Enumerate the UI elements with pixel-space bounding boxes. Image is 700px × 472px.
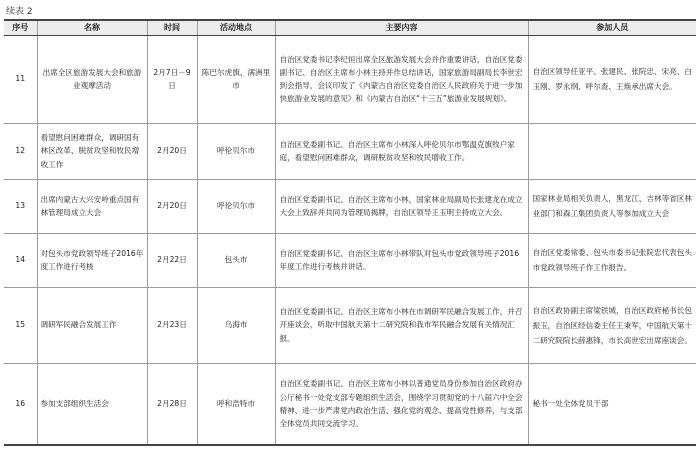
cell-name: 参加支部组织生活会 xyxy=(37,363,147,445)
cell-content: 自治区党委副书记、自治区主席布小林在市调研军民融合发展工作，并召开座谈会，听取中国航天第十二研究院和我市军民融合发展有关情况汇报。 xyxy=(275,287,528,363)
cell-time: 2月20日 xyxy=(147,123,197,179)
cell-place: 乌海市 xyxy=(197,287,275,363)
cell-content: 自治区党委副书记、自治区主席布小林带队对包头市党政领导班子2016年度工作进行考核并讲话。 xyxy=(275,233,528,287)
cell-participants: 国家林业局相关负责人，黑龙江、吉林等省区林业部门和森工集团负责人等参加成立大会 xyxy=(528,179,696,233)
cell-time: 2月7日－9日 xyxy=(147,35,197,123)
table-row xyxy=(4,179,696,233)
cell-no: 12 xyxy=(4,123,37,179)
cell-no: 11 xyxy=(4,35,37,123)
table-row xyxy=(4,233,696,287)
cell-no: 13 xyxy=(4,179,37,233)
cell-name: 出席内蒙古大兴安岭重点国有林管理局成立大会 xyxy=(37,179,147,233)
header-no: 序号 xyxy=(4,20,37,35)
table-caption: 续表 2 xyxy=(6,7,33,17)
cell-time: 2月22日 xyxy=(147,233,197,287)
cell-participants: 秘书一处全体党员干部 xyxy=(528,363,696,445)
cell-place: 陈巴尔虎旗、满洲里市 xyxy=(197,35,275,123)
cell-content: 自治区党委副书记、自治区主席布小林，国家林业局副局长张建龙在成立大会上致辞并共同为管理局揭牌，自治区领导王玉明主持成立大会。 xyxy=(275,179,528,233)
cell-content: 自治区党委书记李纪恒出席全区旅游发展大会并作重要讲话，自治区党委副书记、自治区主席布小林主持并作总结讲话，国家旅游局副局长李世宏到会指导，会议印发了《内蒙古自治区党委自治区人民政府关于进一步加快旅游业发展的意见》和《内蒙古自治区“十三五”旅游业发展规划》。 xyxy=(275,35,528,123)
cell-participants: 自治区政协副主席梁铁城，自治区政府秘书长包振玉，自治区经信委主任王秉军，中国航天第十二研究院院长薛惠锋，市长高世宏出席座谈会。 xyxy=(528,287,696,363)
table-row xyxy=(4,287,696,363)
activity-table xyxy=(4,19,696,446)
cell-no: 16 xyxy=(4,363,37,445)
cell-no: 14 xyxy=(4,233,37,287)
cell-time: 2月20日 xyxy=(147,179,197,233)
table-row xyxy=(4,35,696,123)
cell-name: 看望慰问困难群众，调研国有林区改革、脱贫攻坚和牧民增收工作 xyxy=(37,123,147,179)
cell-place: 呼和浩特市 xyxy=(197,363,275,445)
cell-name: 对包头市党政领导班子2016年度工作进行考核 xyxy=(37,233,147,287)
header-participants: 参加人员 xyxy=(528,20,696,35)
cell-participants: 自治区领导任亚平、张建民、张院忠、宋亮、白玉刚、罗永纲、呼尔查、王焕承出席大会。 xyxy=(528,35,696,123)
cell-no: 15 xyxy=(4,287,37,363)
cell-time: 2月23日 xyxy=(147,287,197,363)
cell-time: 2月28日 xyxy=(147,363,197,445)
cell-participants: 自治区党委常委、包头市委书记张院忠代表包头市党政领导班子作工作报告。 xyxy=(528,233,696,287)
header-place: 活动地点 xyxy=(197,20,275,35)
cell-content: 自治区党委副书记、自治区主席布小林以普通党员身份参加自治区政府办公厅秘书一处党支部专题组织生活会，围绕学习贯彻党的十八届六中全会精神、进一步严肃党内政治生活、强化党的观念、提高党性修养，与支部全体党员共同交流学习。 xyxy=(275,363,528,445)
cell-place: 包头市 xyxy=(197,233,275,287)
table-row xyxy=(4,363,696,445)
header-name: 名称 xyxy=(37,20,147,35)
header-content: 主要内容 xyxy=(275,20,528,35)
cell-content: 自治区党委副书记、自治区主席布小林深入呼伦贝尔市鄂温克旗牧户家庭，看望慰问困难群众，调研脱贫攻坚和牧民增收工作。 xyxy=(275,123,528,179)
cell-participants xyxy=(528,123,696,179)
table-row xyxy=(4,123,696,179)
table-header-row xyxy=(4,20,696,35)
cell-name: 出席全区旅游发展大会和旅游业观摩活动 xyxy=(37,35,147,123)
header-time: 时间 xyxy=(147,20,197,35)
cell-place: 呼伦贝尔市 xyxy=(197,123,275,179)
cell-name: 调研军民融合发展工作 xyxy=(37,287,147,363)
cell-place: 呼伦贝尔市 xyxy=(197,179,275,233)
